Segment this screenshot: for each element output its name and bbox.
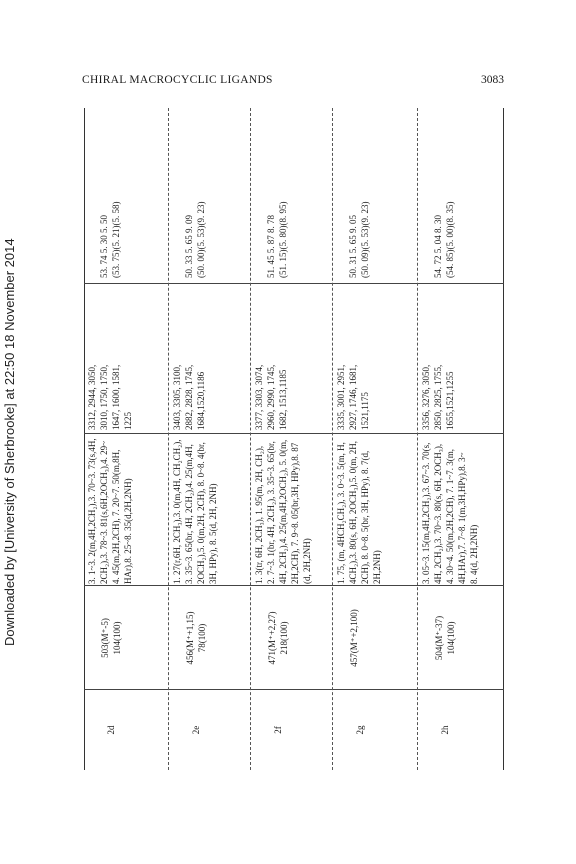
download-notice: Downloaded by [University of Sherbrooke] at 22:50 18 November 2014 <box>2 238 17 646</box>
analysis-data-line: (53. 75)(5. 21)(5. 58) <box>110 201 121 278</box>
ir-data-line: 3403, 3305, 3100, <box>172 364 182 430</box>
column-divider <box>333 433 418 434</box>
analysis-data <box>169 108 208 278</box>
analysis-data-line: 54. 72 5. 04 8. 30 <box>433 215 443 278</box>
table-row <box>251 108 333 770</box>
nmr-data-line: 4. 45(m,2H,2CH), 7. 20~7. 50(m,8H, <box>110 449 121 584</box>
table-row <box>418 108 504 770</box>
column-divider <box>418 283 504 284</box>
nmr-data-line: 1. 27(r,6H, 2CH₃),3. 0(m,4H, CH₂CH₂), <box>172 439 182 584</box>
ms-value-line: 457(M⁺+2,100) <box>349 609 359 667</box>
analysis-data-line: (51. 15)(5. 80)(8. 95) <box>277 201 288 278</box>
analysis-data-line: 53. 74 5. 30 5. 50 <box>99 215 109 278</box>
ir-data-line: 2960, 2990, 1745, <box>265 364 276 430</box>
nmr-data-line: 4H, 2CH₂),4. 25(m,4H,2OCH₂), 5. 0(m, <box>277 439 288 584</box>
table-row <box>84 108 169 770</box>
ir-data-line: 2850, 2825, 1755, <box>432 364 443 430</box>
nmr-data-line: 4H, 2CH₂),3. 70~3. 80(s, 6H, 2OCH₃), <box>432 443 443 584</box>
nmr-data-line: 3. 1~3. 2(m,4H,2CH₂),3. 70~3. 73(s,4H, <box>87 438 97 584</box>
data-table <box>84 108 504 770</box>
analysis-data <box>84 108 123 278</box>
nmr-data-line: 4H,HAr),7. 7~8. 1(m,3H,HPy),8. 3~ <box>456 452 467 584</box>
ms-value <box>169 586 209 690</box>
ir-data <box>418 302 457 430</box>
table-row <box>333 108 418 770</box>
ir-data-line: 2927, 1746, 1681, <box>347 364 358 430</box>
ms-value-line: 218(100) <box>278 621 289 655</box>
table-row <box>169 108 251 770</box>
nmr-data-line: 4CH₂),3. 80(s, 6H, 2OCH₃),5. 0(m, 2H, <box>347 440 358 584</box>
ms-value-line: 471(M⁺+2,27) <box>267 611 277 665</box>
nmr-data-line: 2OCH₂),5. 0(m,2H, 2CH), 8. 0~8. 4(br, <box>195 442 206 584</box>
compound-id: 2g <box>355 725 365 735</box>
ir-data-line: 1521,1175 <box>359 392 370 430</box>
nmr-data-line: 4. 30~4. 50(m,2H,2CH), 7. 1~7. 3(m, <box>444 449 455 584</box>
ms-value-line: 503(M⁺-5) <box>100 618 110 658</box>
column-divider <box>251 283 333 284</box>
analysis-data-line: (50. 00)(5. 53)(9. 23) <box>195 201 206 278</box>
analysis-data-line: 50. 31 5. 65 9. 05 <box>348 215 358 278</box>
nmr-data <box>84 436 135 584</box>
ms-value <box>418 586 458 690</box>
page-number: 3083 <box>481 74 504 86</box>
running-head <box>82 74 504 92</box>
ms-value <box>251 586 291 690</box>
nmr-data <box>251 436 313 584</box>
ir-data <box>333 302 372 430</box>
analysis-data-line: 50. 33 5. 65 9. 09 <box>184 215 194 278</box>
ir-data-line: 1684,1520,1186 <box>195 371 206 430</box>
ir-data-line: 1655,1521,1255 <box>444 371 455 430</box>
ir-data-line: 3312, 2944, 3050, <box>87 364 97 430</box>
column-divider <box>169 283 251 284</box>
nmr-data-line: 3H, HPy), 8. 5(d, 2H, 2NH) <box>207 483 218 584</box>
column-divider <box>333 283 418 284</box>
ir-data <box>251 302 290 430</box>
nmr-data-line: 2CH₂),3. 78~3. 81(s,6H,2OCH₃),4. 29~ <box>98 440 109 584</box>
compound-id: 2d <box>106 725 116 735</box>
compound-id: 2h <box>440 725 450 735</box>
ir-data-line: 2882, 2828, 1745, <box>183 364 194 430</box>
nmr-data-line: (d, 2H,2NH) <box>301 538 312 584</box>
nmr-data-line: 2H,2NH) <box>371 550 382 584</box>
column-divider <box>169 433 251 434</box>
compound-id: 2f <box>273 726 283 734</box>
nmr-data <box>169 436 220 584</box>
ir-data-line: 1647, 1600, 1581, <box>110 364 121 430</box>
ir-data-line: 1682, 1513,1185 <box>277 369 288 430</box>
ir-data-line: 3335, 3001, 2951, <box>336 364 346 430</box>
column-divider <box>84 283 169 284</box>
compound-id: 2e <box>191 725 201 735</box>
nmr-data <box>418 436 480 584</box>
nmr-data-line: 1. 75, (m, 4HCH₂CH₂), 3. 0~3. 5(m, H, <box>336 442 346 584</box>
ms-value-line: 456(M⁺+1,15) <box>185 611 195 665</box>
analysis-data <box>251 108 290 278</box>
ir-data <box>169 302 208 430</box>
analysis-data-line: (54. 85)(5. 00)(8. 35) <box>444 201 455 278</box>
analysis-data-line: 51. 45 5. 87 8. 78 <box>266 215 276 278</box>
nmr-data <box>333 436 384 584</box>
ir-data <box>84 302 135 430</box>
running-title: CHIRAL MACROCYCLIC LIGANDS <box>82 74 273 86</box>
ms-value-line: 78(100) <box>196 623 207 653</box>
analysis-data <box>333 108 372 278</box>
nmr-data-line: 2CH), 8. 0~8. 5(br, 3H, HPy), 8. 7(d, <box>359 450 370 584</box>
nmr-data-line: 8. 4(d, 2H,2NH) <box>468 524 479 584</box>
ms-value-line: 104(100) <box>111 621 122 655</box>
column-divider <box>418 433 504 434</box>
analysis-data <box>418 108 457 278</box>
nmr-data-line: HAr),8. 25~8. 35(d,2H,2NH) <box>122 478 133 584</box>
column-divider <box>84 433 169 434</box>
analysis-data-line: (50. 09)(5. 53)(9. 23) <box>359 201 370 278</box>
ms-value <box>84 586 124 690</box>
ir-data-line: 1225 <box>122 412 133 430</box>
column-divider <box>251 433 333 434</box>
nmr-data-line: 3. 35~3. 65(br, 4H, 2CH₂),4. 25(m,4H, <box>183 444 194 584</box>
nmr-data-line: 2. 7~3. 1(br, 4H, 2CH₂), 3. 35~3. 65(br, <box>265 441 276 584</box>
ir-data-line: 3356, 3276, 3050, <box>421 364 431 430</box>
ms-value-line: 504(M⁺-37) <box>434 615 444 661</box>
nmr-data-line: 3. 05~3. 15(m,4H,2CH₂),3. 67~3. 70(s, <box>421 442 431 584</box>
ms-value <box>333 586 361 690</box>
ms-value-line: 104(100) <box>445 621 456 655</box>
nmr-data-line: 1. 3(tr, 6H, 2CH₃), 1. 95(m, 2H, CH₂), <box>254 445 264 584</box>
ir-data-line: 3377, 3303, 3074, <box>254 364 264 430</box>
ir-data-line: 3010, 1750, 1750, <box>98 364 109 430</box>
nmr-data-line: 2H,2CH), 7. 9~8. 05(br,3H, HPy),8. 87 <box>289 442 300 584</box>
